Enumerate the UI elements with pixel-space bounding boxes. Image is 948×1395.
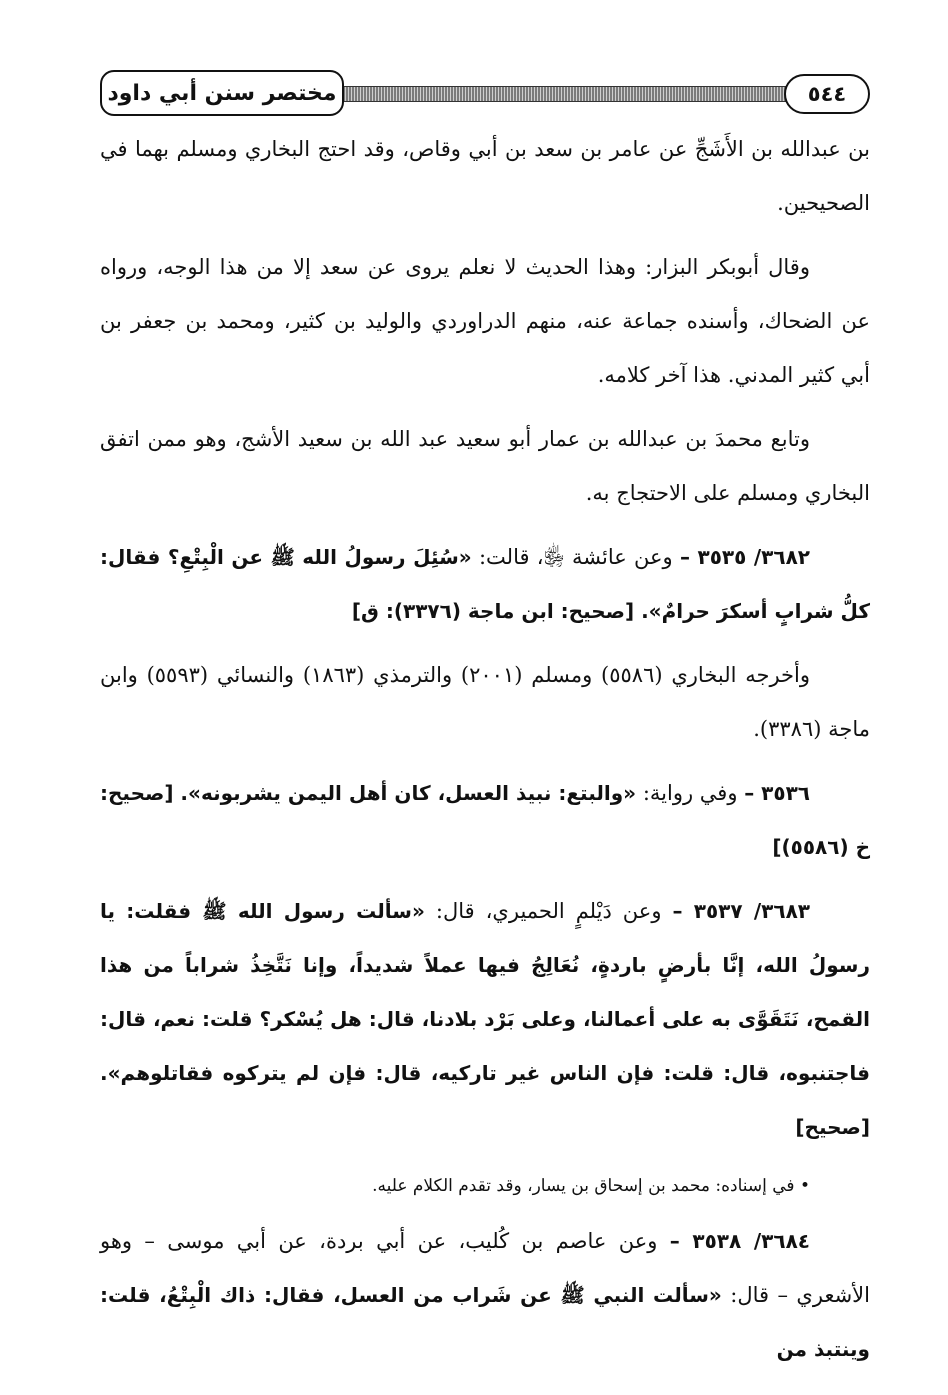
hadith-text: «سألت رسول الله ﷺ فقلت: يا رسولُ الله، إنَّا بأرضٍ باردةٍ، نُعَالِجُ فيها عملاً شديداً، وإنا نَتَّخِذُ شراباً من هذا القمح، نَتَقَوَّى به على أعمالنا، وعلى بَرْد بلادنا، قال: هل يُسْكر؟ قلت: نعم، قال: فاجتنبوه، قال: قلت: فإن الناس غير تاركيه، قال: فإن لم يتركوه فقاتلوهم». [صحيح] bbox=[100, 899, 870, 1139]
hadith-text: «سألت النبي ﷺ عن شَراب من العسل، فقال: ذاك الْبِتْعُ، قلت: وينتبذ من bbox=[100, 1283, 870, 1361]
header-decorative-bar bbox=[340, 86, 792, 102]
paragraph-bazzar-quote: وقال أبوبكر البزار: وهذا الحديث لا نعلم يروى عن سعد إلا من هذا الوجه، ورواه عن الضحاك، وأسنده جماعة عنه، منهم الدراوردي والوليد بن كثير، ومحمد بن جعفر بن أبي كثير المدني. هذا آخر كلامه. bbox=[100, 255, 870, 387]
hadith-3535 bbox=[100, 530, 870, 638]
page-header bbox=[100, 70, 870, 116]
hadith-text: «والبتع: نبيذ العسل، كان أهل اليمن يشربونه». [صحيح: خ (٥٥٨٦)] bbox=[100, 781, 870, 859]
footnote-isnad: • في إسناده: محمد بن إسحاق بن يسار، وقد تقدم الكلام عليه. bbox=[372, 1176, 810, 1196]
hadith-text: «سُئِلَ رسولُ الله ﷺ عن الْبِتْعِ؟ فقال: كلُّ شرابٍ أسكرَ حرامٌ». [صحيح: ابن ماجة (٣٣٧٦): ق] bbox=[100, 545, 870, 623]
hadith-number: ٣٥٣٦ – bbox=[744, 781, 810, 805]
hadith-intro: وعن عائشة ﵂، قالت: bbox=[478, 545, 673, 569]
hadith-intro: وعن عاصم بن كُليب، عن أبي بردة، عن أبي موسى – وهو الأشعري – قال: bbox=[100, 1229, 870, 1307]
hadith-3538 bbox=[100, 1214, 870, 1376]
hadith-intro: وفي رواية: bbox=[642, 781, 738, 805]
paragraph-takhrij: وأخرجه البخاري (٥٥٨٦) ومسلم (٢٠٠١) والترمذي (١٨٦٣) والنسائي (٥٥٩٣) وابن ماجة (٣٣٨٦). bbox=[100, 663, 870, 741]
page-number: ٥٤٤ bbox=[784, 74, 870, 114]
book-title: مختصر سنن أبي داود bbox=[100, 70, 344, 116]
hadith-3537 bbox=[100, 884, 870, 1154]
hadith-intro: وعن دَيْلمٍ الحميري، قال: bbox=[435, 899, 662, 923]
hadith-number: ٣٦٨٢/ ٣٥٣٥ – bbox=[679, 545, 810, 569]
paragraph-mutabaah: وتابع محمدَ بن عبدالله بن عمار أبو سعيد عبد الله بن سعيد الأشج، وهو ممن اتفق البخاري ومسلم على الاحتجاج به. bbox=[100, 427, 870, 505]
hadith-number: ٣٦٨٤/ ٣٥٣٨ – bbox=[669, 1229, 810, 1253]
hadith-3536 bbox=[100, 766, 870, 874]
page-body bbox=[100, 122, 870, 1386]
hadith-number: ٣٦٨٣/ ٣٥٣٧ – bbox=[672, 899, 810, 923]
paragraph-isnad-note: بن عبدالله بن الأَشَجِّ عن عامر بن سعد بن أبي وقاص، وقد احتج البخاري ومسلم بهما في الصحيحين. bbox=[100, 137, 870, 215]
